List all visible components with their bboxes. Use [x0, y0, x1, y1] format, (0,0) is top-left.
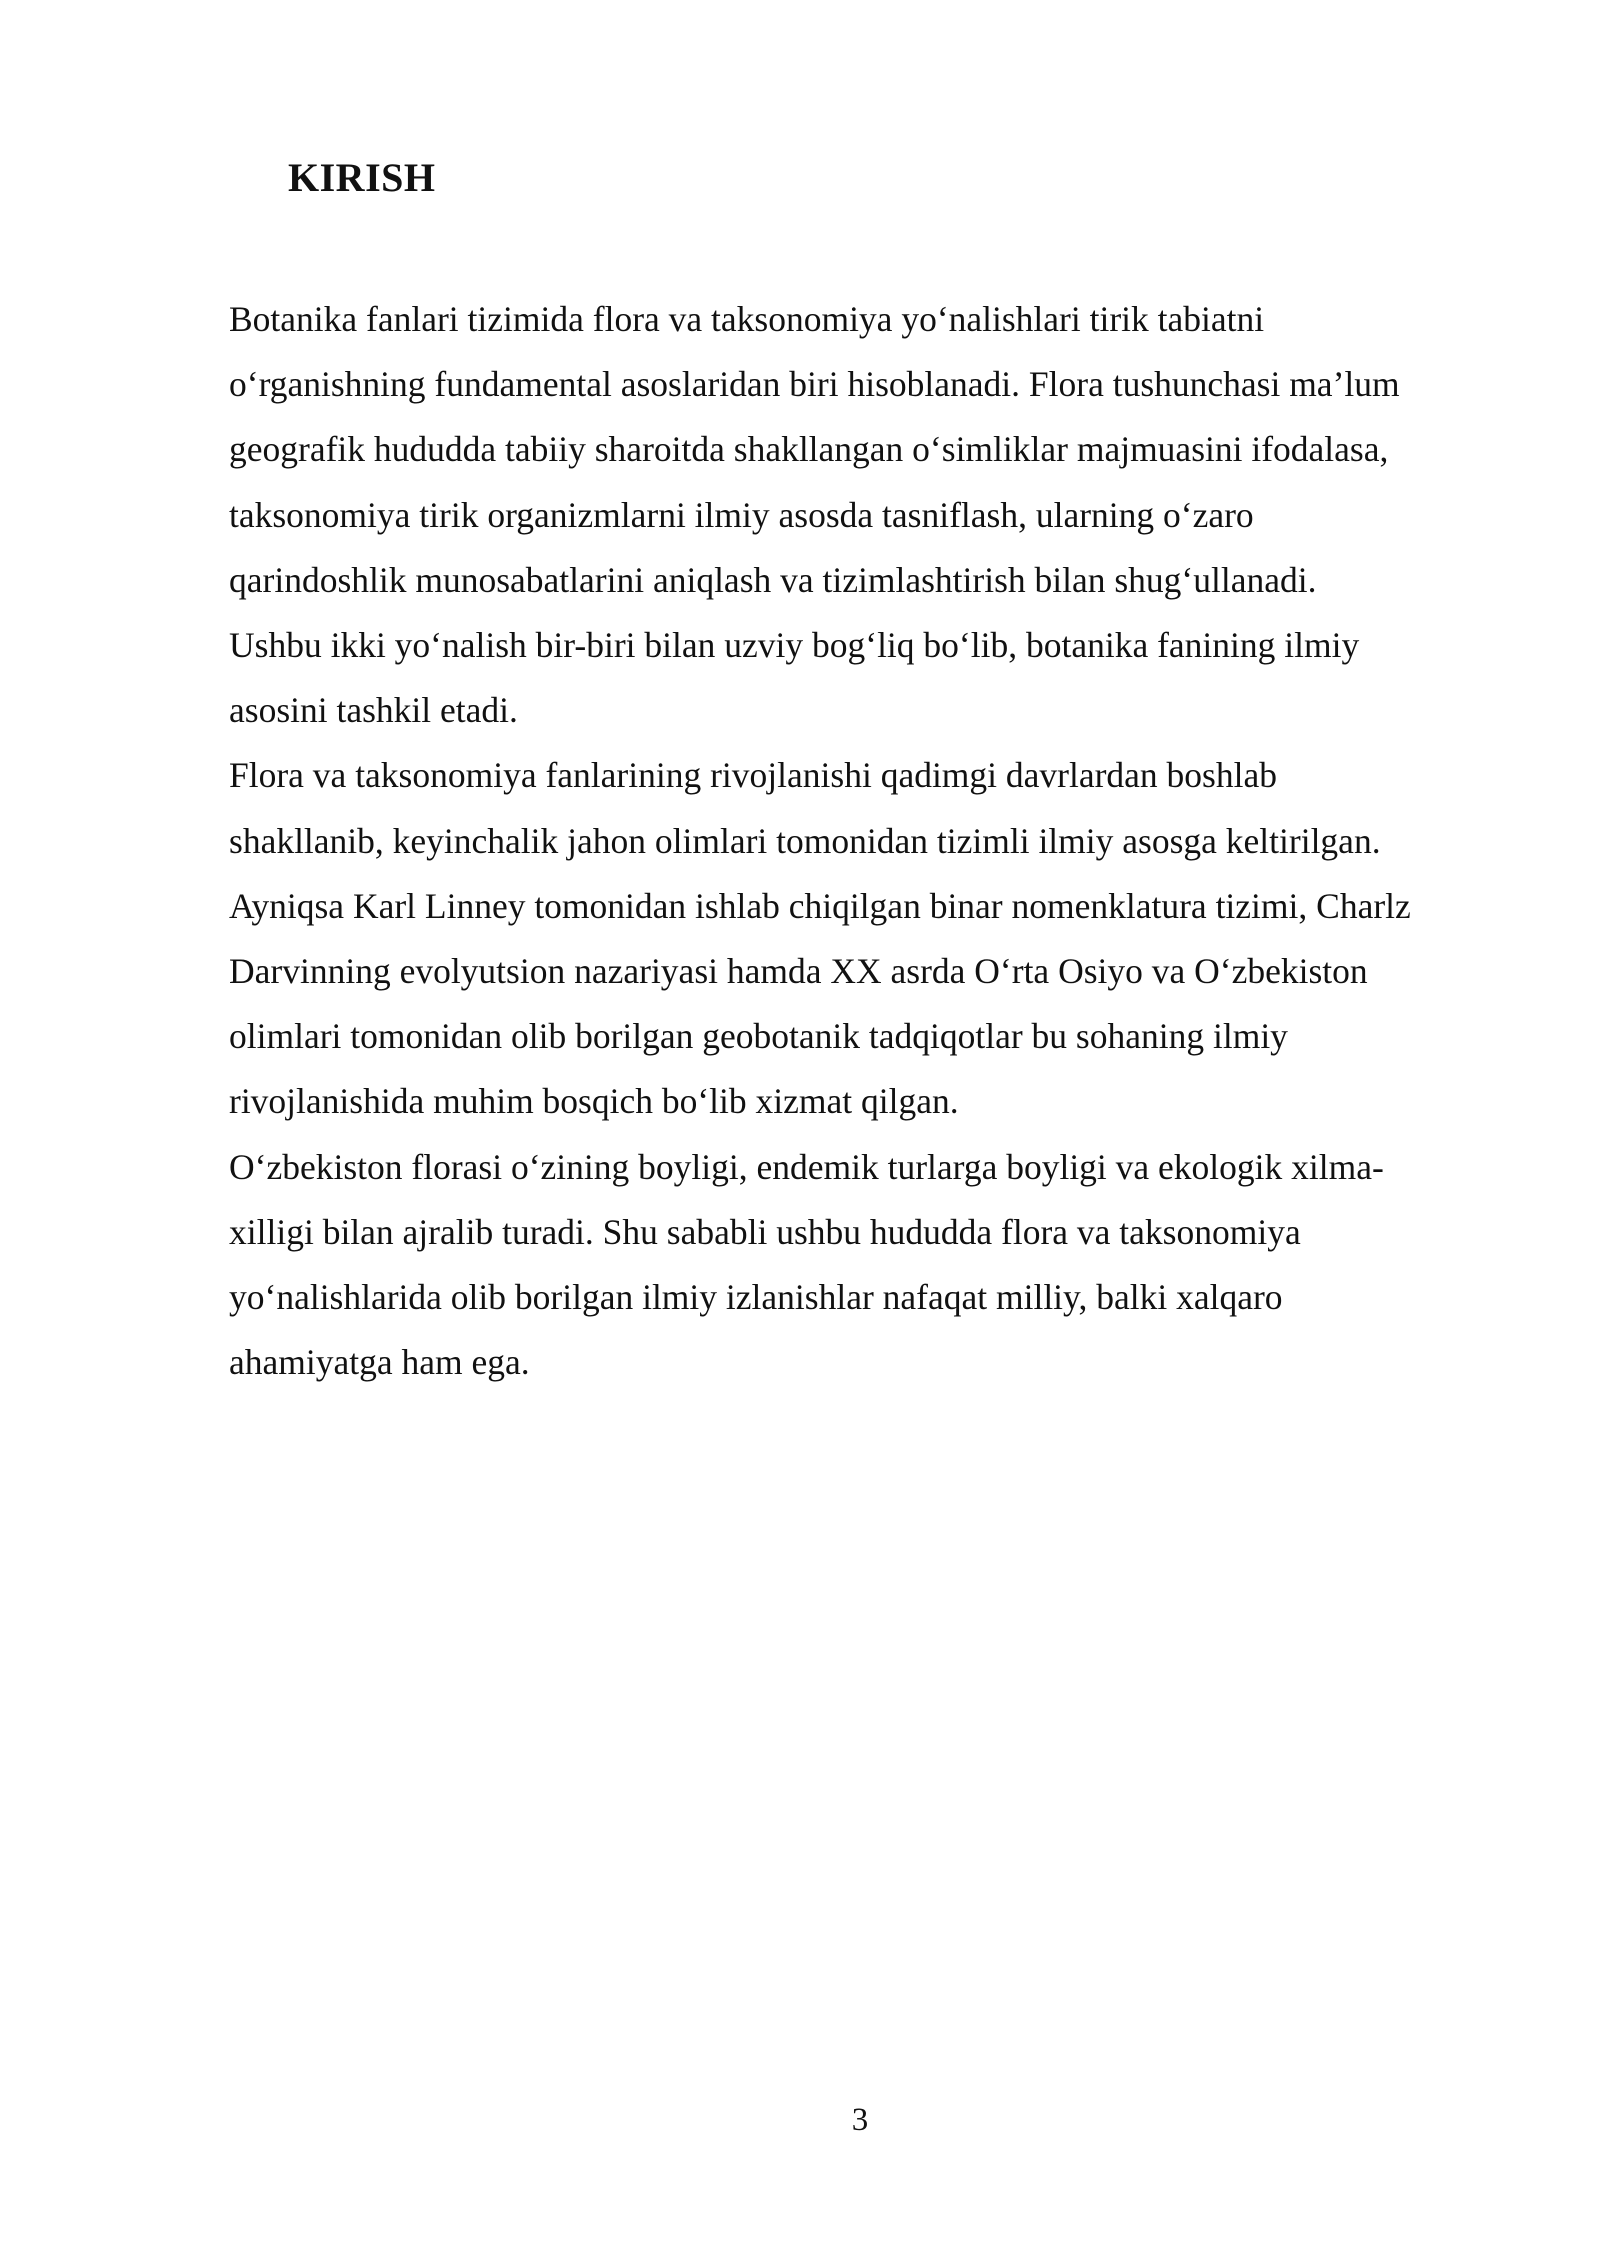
text-line: Ushbu ikki yo‘nalish bir-biri bilan uzviy bog‘liq bo‘lib, botanika fanining ilmiy [229, 625, 1360, 666]
paragraph-2 [229, 743, 1529, 1134]
body-text [229, 287, 1529, 1395]
text-line: taksonomiya tirik organizmlarni ilmiy asosda tasniflash, ularning o‘zaro [229, 494, 1254, 535]
text-line: asosini tashkil etadi. [229, 690, 518, 731]
text-line: Ayniqsa Karl Linney tomonidan ishlab chiqilgan binar nomenklatura tizimi, Charlz [229, 885, 1411, 926]
text-line: Darvinning evolyutsion nazariyasi hamda XX asrda O‘rta Osiyo va O‘zbekiston [229, 951, 1368, 992]
text-line: shakllanib, keyinchalik jahon olimlari tomonidan tizimli ilmiy asosga keltirilgan. [229, 820, 1381, 861]
text-line: Flora va taksonomiya fanlarining rivojlanishi qadimgi davrlardan boshlab [229, 755, 1277, 796]
page-number: 3 [851, 2102, 869, 2138]
text-line: olimlari tomonidan olib borilgan geobotanik tadqiqotlar bu sohaning ilmiy [229, 1016, 1288, 1057]
text-line: yo‘nalishlarida olib borilgan ilmiy izlanishlar nafaqat milliy, balki xalqaro [229, 1277, 1283, 1318]
text-line: Botanika fanlari tizimida flora va taksonomiya yo‘nalishlari tirik tabiatni [229, 299, 1265, 339]
text-line: qarindoshlik munosabatlarini aniqlash va tizimlashtirish bilan shug‘ullanadi. [229, 559, 1317, 600]
text-line: xilligi bilan ajralib turadi. Shu sababli ushbu hududda flora va taksonomiya [229, 1211, 1301, 1252]
paragraph-3 [229, 1135, 1529, 1396]
section-heading: KIRISH [288, 155, 436, 200]
text-line: o‘rganishning fundamental asoslaridan biri hisoblanadi. Flora tushunchasi ma’lum [229, 364, 1400, 405]
text-line: geografik hududda tabiiy sharoitda shakllangan o‘simliklar majmuasini ifodalasa, [229, 429, 1389, 470]
text-line: O‘zbekiston florasi o‘zining boyligi, endemik turlarga boyligi va ekologik xilma- [229, 1146, 1384, 1187]
text-line: ahamiyatga ham ega. [229, 1342, 530, 1383]
paragraph-1 [229, 287, 1529, 743]
text-line: rivojlanishida muhim bosqich bo‘lib xizmat qilgan. [229, 1081, 959, 1122]
